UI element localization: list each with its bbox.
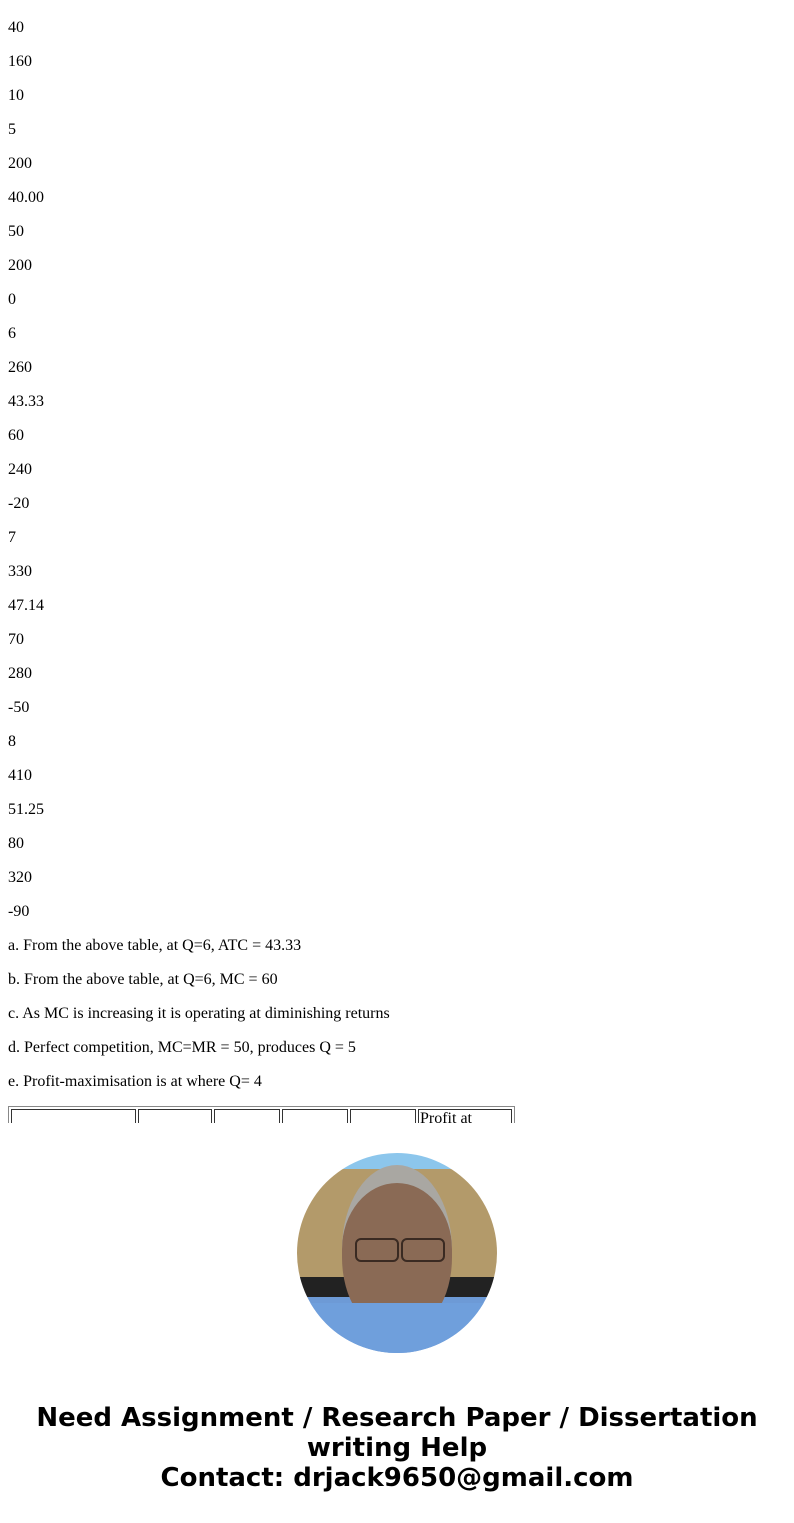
text-line: 70 xyxy=(8,631,24,648)
text-line: 6 xyxy=(8,325,16,342)
text-line: 40 xyxy=(8,19,24,36)
table-header-cell: Profit at xyxy=(418,1109,512,1123)
author-photo xyxy=(297,1153,497,1353)
cta-line-2: writing Help xyxy=(306,1433,488,1463)
text-line: 50 xyxy=(8,223,24,240)
table-header-cell xyxy=(282,1109,348,1123)
contact-banner xyxy=(0,1403,794,1493)
text-line: b. From the above table, at Q=6, MC = 60 xyxy=(8,971,278,988)
text-line: c. As MC is increasing it is operating at diminishing returns xyxy=(8,1005,390,1022)
text-line: -20 xyxy=(8,495,30,512)
data-table xyxy=(8,1106,515,1123)
table-header-cell xyxy=(350,1109,416,1123)
text-line: 8 xyxy=(8,733,16,750)
text-line: 330 xyxy=(8,563,32,580)
text-line: 60 xyxy=(8,427,24,444)
text-line: -90 xyxy=(8,903,30,920)
text-line: 51.25 xyxy=(8,801,44,818)
answer-text xyxy=(8,19,390,1107)
text-line: a. From the above table, at Q=6, ATC = 43.33 xyxy=(8,937,302,954)
text-line: 260 xyxy=(8,359,32,376)
text-line: d. Perfect competition, MC=MR = 50, produces Q = 5 xyxy=(8,1039,356,1056)
text-line: 5 xyxy=(8,121,16,138)
text-line: 240 xyxy=(8,461,32,478)
table-header-cell xyxy=(214,1109,280,1123)
text-line: e. Profit-maximisation is at where Q= 4 xyxy=(8,1073,262,1090)
text-line: 7 xyxy=(8,529,16,546)
text-line: 40.00 xyxy=(8,189,44,206)
text-line: 10 xyxy=(8,87,24,104)
text-line: 410 xyxy=(8,767,32,784)
text-line: 280 xyxy=(8,665,32,682)
text-line: 0 xyxy=(8,291,16,308)
table-header-cell xyxy=(11,1109,136,1123)
text-line: 200 xyxy=(8,257,32,274)
cta-contact[interactable]: Contact: drjack9650@gmail.com xyxy=(160,1463,634,1493)
text-line: 43.33 xyxy=(8,393,44,410)
text-line: 160 xyxy=(8,53,32,70)
table-header-cell xyxy=(138,1109,212,1123)
text-line: 80 xyxy=(8,835,24,852)
text-line: 320 xyxy=(8,869,32,886)
text-line: -50 xyxy=(8,699,30,716)
cta-line-1: Need Assignment / Research Paper / Dissertation xyxy=(36,1403,758,1433)
text-line: 47.14 xyxy=(8,597,44,614)
text-line: 200 xyxy=(8,155,32,172)
